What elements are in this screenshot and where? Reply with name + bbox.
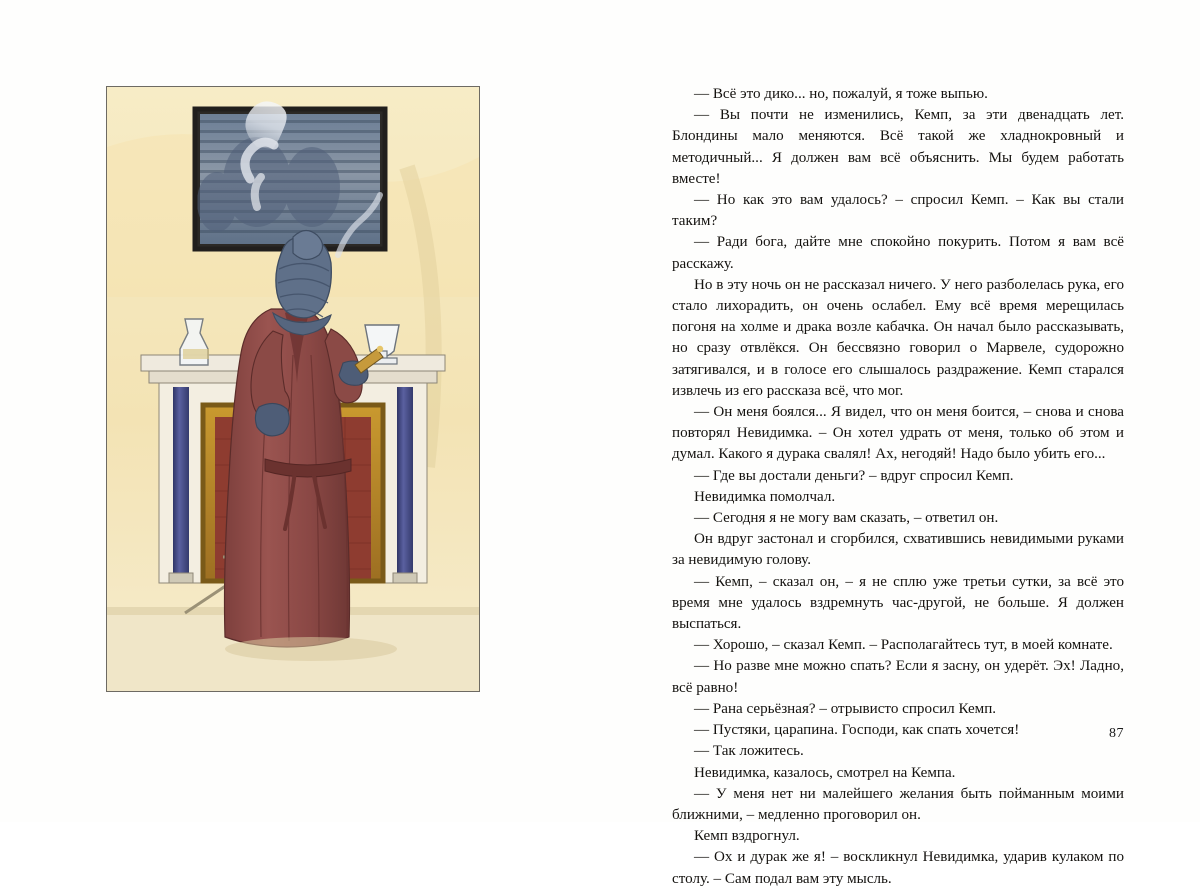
paragraph: — Но как это вам удалось? – спросил Кемп. – Как вы стали таким? — [672, 192, 1124, 230]
paragraph: — Сегодня я не могу вам сказать, – ответил он. — [694, 510, 999, 527]
paragraph: Невидимка помолчал. — [694, 488, 836, 505]
illustration-invisible-man-at-fireplace — [106, 86, 480, 692]
paragraph: — Всё это дико... но, пожалуй, я тоже выпью. — [694, 86, 988, 102]
paragraph: — Хорошо, – сказал Кемп. – Располагайтесь тут, в моей комнате. — [694, 637, 1113, 654]
paragraph: Невидимка, казалось, смотрел на Кемпа. — [694, 764, 956, 781]
paragraph: — Но разве мне можно спать? Если я засну, он удерёт. Эх! Ладно, всё равно! — [672, 658, 1124, 696]
page-left — [0, 0, 600, 822]
paragraph: — Так ложитесь. — [694, 743, 804, 760]
paragraph: — Где вы достали деньги? – вдруг спросил Кемп. — [694, 467, 1014, 484]
page-number: 87 — [1109, 726, 1124, 741]
paragraph: — У меня нет ни малейшего желания быть пойманным моими ближними, – медленно проговорил он. — [672, 785, 1124, 823]
paragraph: — Вы почти не изменились, Кемп, за эти двенадцать лет. Блондины мало меняются. Всё такой же хладнокровный и методичный... Я должен вам всё объяснить. Мы будем работать вместе! — [672, 107, 1124, 187]
paragraph: Он вдруг застонал и сгорбился, схватившись невидимыми руками за невидимую голову. — [672, 531, 1124, 569]
paragraph: — Рана серьёзная? – отрывисто спросил Кемп. — [694, 700, 997, 717]
page-right — [600, 0, 1200, 887]
paragraph: Но в эту ночь он не рассказал ничего. У него разболелась рука, его стало лихорадить, он очень ослабел. Ему всё время мерещилась погоня на холме и драка возле кабачка. Он начал было рассказывать, но сразу отвлёкся. Он бессвязно говорил о Марвеле, судорожно затягивался, и в голосе его слышалось раздражение. Кемп старался извлечь из его рассказа всё, что мог. — [672, 276, 1124, 399]
paragraph: — Ох и дурак же я! – воскликнул Невидимка, ударив кулаком по столу. – Сам подал вам эту мысль. — [672, 849, 1124, 887]
paragraph: — Он меня боялся... Я видел, что он меня боится, – снова и снова повторял Невидимка. – Он хотел удрать от меня, только об этом и думал. Какого я дурака свалял! Ах, негодяй! Надо было убить его... — [672, 404, 1124, 463]
paragraph: — Ради бога, дайте мне спокойно покурить. Потом я вам всё расскажу. — [672, 234, 1124, 272]
body-text — [672, 84, 1124, 890]
illustration-artwork — [107, 87, 479, 691]
paragraph: — Кемп, – сказал он, – я не сплю уже третьи сутки, за всё это время мне удалось вздремнуть час-другой, не больше. Я должен выспаться. — [672, 573, 1124, 633]
paragraph: Кемп вздрогнул. — [694, 828, 800, 845]
paragraph: — Пустяки, царапина. Господи, как спать хочется! — [694, 722, 1020, 739]
